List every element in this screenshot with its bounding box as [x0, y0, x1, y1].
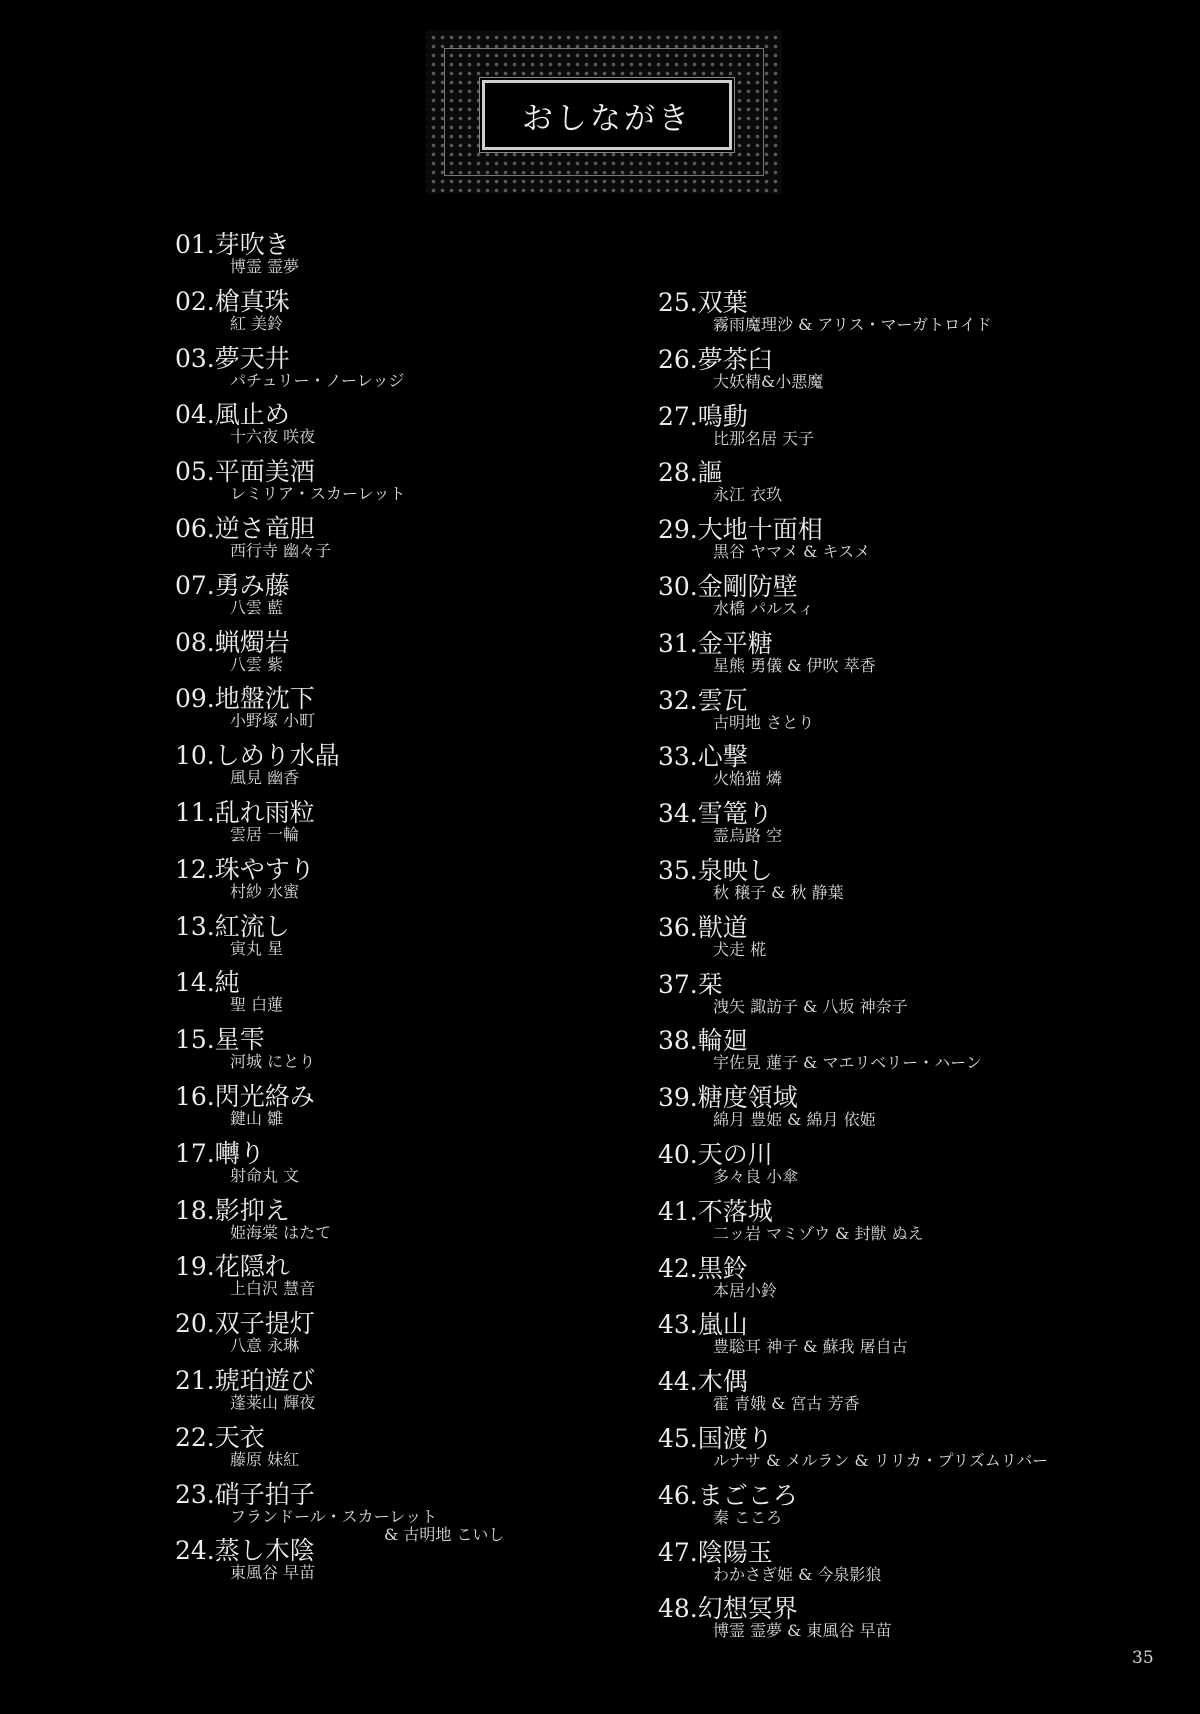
entry-character: 博霊 霊夢: [230, 257, 300, 276]
menu-entry: [175, 740, 655, 796]
entry-title: 陰陽玉: [697, 1537, 773, 1567]
entry-character: 雲居 一輪: [230, 825, 300, 844]
entry-number: 25.: [658, 288, 698, 317]
entry-character: 村紗 水蜜: [230, 881, 300, 901]
menu-entry: [658, 855, 1138, 911]
entry-character: 水橋 パルスィ: [713, 599, 815, 618]
entry-character: 二ッ岩 マミゾウ & 封獣 ぬえ: [713, 1223, 924, 1243]
entry-number: 02.: [175, 286, 215, 316]
entry-title: 鳴動: [697, 401, 748, 431]
entry-number: 37.: [658, 969, 698, 999]
menu-entry: [175, 399, 655, 455]
entry-title: 嵐山: [697, 1310, 748, 1340]
entry-title: 囀り: [214, 1138, 265, 1168]
entry-character: 十六夜 咲夜: [230, 427, 316, 447]
menu-entry: [658, 1593, 1138, 1649]
menu-entry: [175, 1422, 655, 1478]
entry-number: 48.: [658, 1594, 698, 1624]
entry-character: 永江 衣玖: [713, 485, 783, 505]
entry-number: 29.: [658, 515, 698, 545]
entry-number: 32.: [658, 685, 698, 715]
entry-character: 風見 幽香: [230, 768, 300, 788]
entry-number: 09.: [175, 684, 215, 714]
entry-number: 34.: [658, 799, 698, 829]
menu-entry: [658, 628, 1138, 684]
entry-title: 硝子拍子: [214, 1479, 315, 1509]
entry-title: 雪篭り: [697, 799, 773, 829]
entry-number: 23.: [175, 1479, 215, 1509]
page-number: 35: [1132, 1648, 1154, 1668]
menu-entry: [175, 513, 655, 569]
entry-title: 黒鈴: [697, 1253, 748, 1283]
entry-number: 24.: [175, 1536, 215, 1566]
menu-entry: [175, 456, 655, 512]
menu-entry: [175, 911, 655, 967]
entry-title: 槍真珠: [214, 286, 290, 316]
entry-title: 蒸し木陰: [214, 1536, 315, 1566]
entry-title: 地盤沈下: [214, 684, 315, 714]
title-lace-frame: [426, 30, 782, 194]
entry-title: 逆さ竜胆: [214, 514, 315, 543]
menu-entry: [175, 627, 655, 683]
entry-title: 謳: [697, 458, 723, 488]
entry-character-continued: & 古明地 こいし: [384, 1524, 505, 1544]
entry-number: 03.: [175, 343, 215, 373]
entry-number: 12.: [175, 854, 215, 884]
entry-character: 本居小鈴: [713, 1280, 778, 1300]
entry-title: 金剛防壁: [697, 572, 798, 601]
menu-entry: [658, 571, 1138, 627]
entry-character: 星熊 勇儀 & 伊吹 萃香: [713, 655, 876, 675]
title-box: [482, 80, 732, 150]
menu-entry: [658, 1196, 1138, 1252]
menu-entry: [175, 797, 655, 853]
entry-number: 43.: [658, 1310, 698, 1340]
menu-entry: [175, 1535, 655, 1591]
entry-number: 11.: [175, 798, 215, 827]
entry-number: 07.: [175, 570, 215, 600]
entry-title: 乱れ雨粒: [214, 798, 315, 827]
menu-entry: [175, 683, 655, 739]
entry-number: 05.: [175, 457, 215, 487]
entry-title: 双葉: [697, 288, 748, 317]
entry-number: 35.: [658, 856, 698, 885]
entry-character: 蓬莱山 輝夜: [230, 1393, 316, 1412]
entry-character: ルナサ & メルラン & リリカ・プリズムリバー: [713, 1451, 1049, 1470]
entry-character: レミリア・スカーレット: [230, 484, 406, 504]
entry-title: 天の川: [697, 1140, 773, 1169]
menu-entry: [658, 1309, 1138, 1365]
menu-entry: [175, 1479, 655, 1544]
entry-character: 東風谷 早苗: [230, 1563, 316, 1583]
entry-title: 心撃: [697, 742, 748, 772]
entry-title: 星雫: [214, 1025, 265, 1055]
entry-number: 04.: [175, 400, 215, 430]
menu-entry: [175, 1138, 655, 1194]
entry-number: 19.: [175, 1252, 215, 1282]
entry-character: 姫海棠 はたて: [230, 1222, 332, 1242]
entry-number: 28.: [658, 458, 698, 488]
menu-entry: [658, 287, 1138, 343]
entry-title: 双子提灯: [214, 1309, 315, 1339]
entry-character: 古明地 さとり: [713, 712, 815, 732]
entry-number: 39.: [658, 1083, 698, 1113]
menu-entry: [658, 1139, 1138, 1195]
entry-number: 46.: [658, 1480, 698, 1510]
entry-number: 44.: [658, 1367, 698, 1397]
entry-character: 小野塚 小町: [230, 711, 316, 731]
entry-number: 22.: [175, 1422, 215, 1452]
entry-number: 36.: [658, 912, 698, 942]
entry-title: 勇み藤: [214, 570, 290, 600]
menu-entry: [658, 1537, 1138, 1593]
menu-entry: [658, 685, 1138, 741]
entry-character: 比那名居 天子: [713, 428, 815, 448]
menu-entry: [658, 1082, 1138, 1138]
entry-character: 八雲 紫: [230, 654, 284, 674]
entry-character: 秋 穣子 & 秋 静葉: [713, 883, 844, 902]
menu-entry: [658, 741, 1138, 797]
menu-entry: [658, 1366, 1138, 1422]
entry-character: 火焔猫 燐: [713, 769, 783, 789]
entry-number: 30.: [658, 572, 698, 601]
entry-character: わかさぎ姫 & 今泉影狼: [713, 1564, 882, 1584]
page-title: おしながき: [522, 100, 692, 137]
entry-title: 紅流し: [214, 911, 290, 941]
entry-number: 06.: [175, 514, 215, 543]
entry-number: 38.: [658, 1026, 698, 1056]
entry-number: 15.: [175, 1025, 215, 1055]
entry-title: 金平糖: [697, 628, 773, 658]
entry-character: 犬走 椛: [713, 939, 767, 959]
entry-number: 47.: [658, 1537, 698, 1567]
entry-title: しめり水晶: [214, 741, 340, 771]
entry-title: 天衣: [214, 1422, 265, 1452]
menu-entry: [175, 343, 655, 399]
menu-entry: [175, 1081, 655, 1137]
entry-number: 31.: [658, 628, 698, 658]
entry-number: 18.: [175, 1195, 215, 1225]
entry-character: 霧雨魔理沙 & アリス・マーガトロイド: [713, 315, 992, 334]
entry-title: 純: [214, 968, 240, 998]
entry-number: 41.: [658, 1196, 698, 1226]
entry-title: 花隠れ: [214, 1252, 290, 1282]
entry-character: 紅 美鈴: [230, 313, 284, 333]
entry-number: 08.: [175, 627, 215, 657]
entry-title: 夢天井: [214, 343, 290, 373]
entry-title: 泉映し: [697, 856, 773, 885]
entry-title: 閃光絡み: [214, 1082, 315, 1111]
entry-number: 16.: [175, 1082, 215, 1111]
entry-number: 21.: [175, 1366, 215, 1395]
entry-number: 27.: [658, 401, 698, 431]
entry-character: 鍵山 雛: [230, 1109, 284, 1128]
entry-character: 寅丸 星: [230, 938, 284, 958]
menu-entry: [658, 514, 1138, 570]
menu-entry: [658, 1423, 1138, 1479]
entry-number: 42.: [658, 1253, 698, 1283]
entry-number: 10.: [175, 741, 215, 771]
entry-title: 木偶: [697, 1367, 748, 1397]
menu-entry: [658, 1480, 1138, 1536]
entry-character: 西行寺 幽々子: [230, 541, 332, 560]
entry-number: 33.: [658, 742, 698, 772]
entry-character: 大妖精&小悪魔: [713, 371, 824, 391]
entry-character: 多々良 小傘: [713, 1167, 799, 1186]
menu-entry: [175, 570, 655, 626]
entry-character: 霊烏路 空: [713, 826, 783, 846]
menu-entry: [658, 1025, 1138, 1081]
menu-entry: [175, 1195, 655, 1251]
menu-entry: [658, 969, 1138, 1025]
entry-title: 糖度領域: [697, 1083, 798, 1113]
entry-number: 14.: [175, 968, 215, 998]
entry-character: 河城 にとり: [230, 1052, 316, 1072]
entry-character: パチュリー・ノーレッジ: [230, 370, 405, 390]
menu-entry: [658, 344, 1138, 400]
entry-number: 20.: [175, 1309, 215, 1339]
entry-title: 雲瓦: [697, 685, 748, 715]
entry-character: 秦 こころ: [713, 1507, 783, 1527]
menu-entry: [175, 1251, 655, 1307]
entry-number: 26.: [658, 344, 698, 374]
entry-number: 45.: [658, 1424, 698, 1453]
entry-title: 栞: [697, 969, 723, 999]
entry-title: 珠やすり: [214, 854, 315, 884]
entry-title: 風止め: [214, 400, 290, 430]
entry-character: 黒谷 ヤマメ & キスメ: [713, 542, 871, 562]
entry-character: 霍 青娥 & 宮古 芳香: [713, 1394, 860, 1414]
entry-character: 上白沢 慧音: [230, 1279, 316, 1299]
entry-number: 13.: [175, 911, 215, 941]
entry-title: 獣道: [697, 912, 748, 942]
menu-entry: [175, 1308, 655, 1364]
entry-title: 大地十面相: [697, 515, 823, 545]
entry-number: 40.: [658, 1140, 698, 1169]
entry-character: 洩矢 諏訪子 & 八坂 神奈子: [713, 996, 908, 1016]
entry-character: 八雲 藍: [230, 597, 284, 617]
entry-character: 八意 永琳: [230, 1336, 300, 1356]
menu-entry: [658, 912, 1138, 968]
menu-entry: [658, 401, 1138, 457]
entry-title: 影抑え: [214, 1195, 290, 1225]
entry-title: 芽吹き: [214, 230, 290, 259]
entry-character: フランドール・スカーレット: [230, 1506, 438, 1526]
entry-character: 博霊 霊夢 & 東風谷 早苗: [713, 1621, 892, 1641]
menu-entry: [175, 286, 655, 342]
menu-entry: [175, 967, 655, 1023]
entry-number: 17.: [175, 1138, 215, 1168]
entry-title: 幻想冥界: [697, 1594, 798, 1624]
entry-title: 不落城: [697, 1196, 773, 1226]
entry-title: 夢茶臼: [697, 344, 773, 374]
entry-title: まごころ: [697, 1480, 798, 1510]
entry-character: 聖 白蓮: [230, 995, 284, 1015]
entry-title: 国渡り: [697, 1424, 773, 1453]
menu-entry: [658, 798, 1138, 854]
menu-entry: [175, 1024, 655, 1080]
menu-entry: [658, 1253, 1138, 1309]
menu-entry: [175, 854, 655, 910]
entry-title: 平面美酒: [214, 457, 315, 487]
entry-character: 宇佐見 蓮子 & マエリベリー・ハーン: [713, 1053, 982, 1073]
entry-character: 藤原 妹紅: [230, 1449, 300, 1469]
entry-title: 蝋燭岩: [214, 627, 290, 657]
menu-entry: [175, 1365, 655, 1421]
menu-entry: [175, 229, 655, 285]
entry-title: 琥珀遊び: [214, 1366, 315, 1395]
entry-character: 豊聡耳 神子 & 蘇我 屠自古: [713, 1337, 908, 1357]
entry-character: 射命丸 文: [230, 1165, 300, 1185]
entry-title: 輪廻: [697, 1026, 748, 1056]
menu-entry: [658, 457, 1138, 513]
entry-number: 01.: [175, 230, 215, 259]
entry-character: 綿月 豊姫 & 綿月 依姫: [713, 1110, 876, 1130]
